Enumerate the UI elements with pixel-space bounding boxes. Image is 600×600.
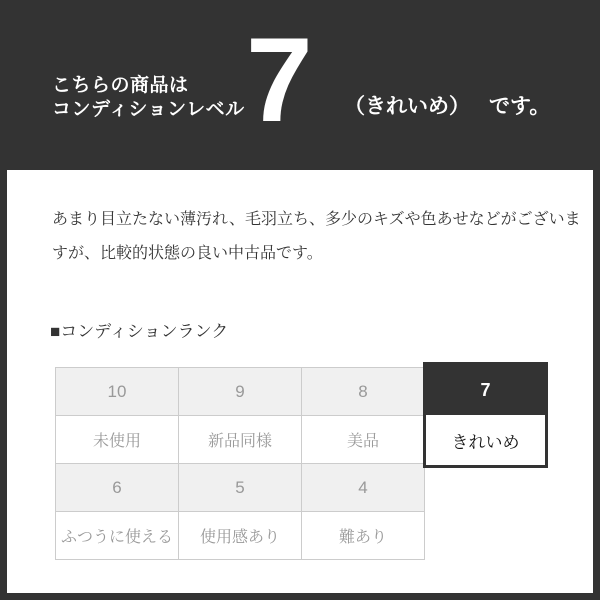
rank-cell-9: 9 bbox=[179, 368, 302, 416]
rank-label-8: 美品 bbox=[302, 416, 425, 464]
rank-cell-4: 4 bbox=[302, 464, 425, 512]
rank-cell-10: 10 bbox=[56, 368, 179, 416]
rank-label-10: 未使用 bbox=[56, 416, 179, 464]
banner-line2: コンディションレベル bbox=[52, 99, 245, 120]
condition-detail-panel bbox=[7, 170, 593, 593]
condition-description: あまり目立たない薄汚れ、毛羽立ち、多少のキズや色あせなどがございますが、比較的状態の良い中古品です。 bbox=[52, 211, 581, 262]
banner-suffix-text: です。 bbox=[489, 95, 551, 118]
rank-label-4: 難あり bbox=[302, 512, 425, 560]
condition-rank-table bbox=[55, 367, 547, 559]
rank-row-lower bbox=[55, 463, 425, 560]
condition-level-number: 7 bbox=[246, 13, 313, 147]
condition-level-name: （きれいめ） bbox=[344, 95, 470, 118]
rank-section-heading: ■コンディションランク bbox=[50, 322, 229, 341]
rank-row-upper bbox=[55, 367, 425, 464]
banner-line1: こちらの商品は bbox=[52, 75, 189, 96]
selected-rank-label: きれいめ bbox=[451, 432, 520, 452]
selected-rank-column bbox=[423, 362, 548, 468]
rank-label-5: 使用感あり bbox=[179, 512, 302, 560]
rank-cell-5: 5 bbox=[179, 464, 302, 512]
condition-banner bbox=[0, 0, 600, 170]
banner-intro-text bbox=[52, 74, 245, 122]
rank-label-6: ふつうに使える bbox=[56, 512, 179, 560]
selected-rank-number: 7 bbox=[426, 365, 545, 415]
rank-cell-6: 6 bbox=[56, 464, 179, 512]
rank-label-9: 新品同様 bbox=[179, 416, 302, 464]
rank-cell-8: 8 bbox=[302, 368, 425, 416]
